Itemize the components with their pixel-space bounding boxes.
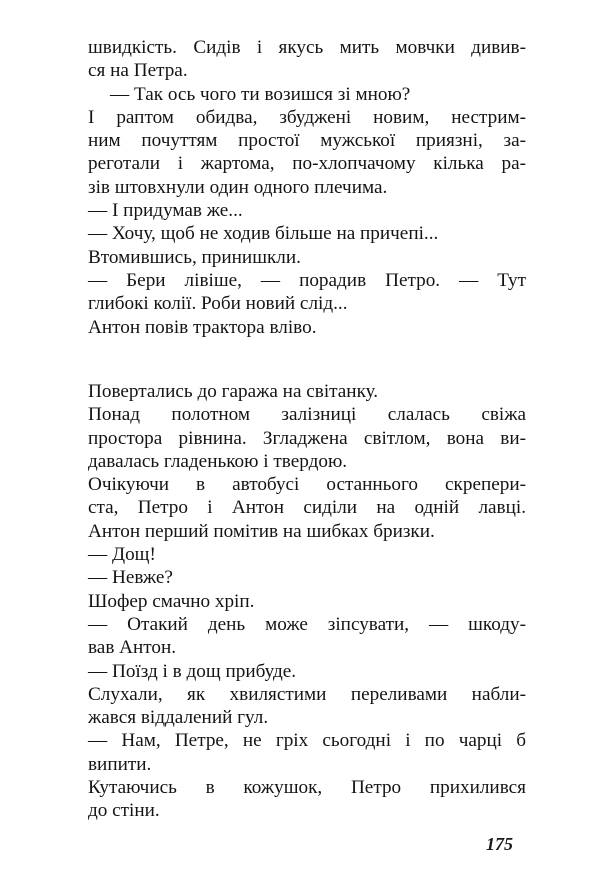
text-line: Втомившись, принишкли. (88, 246, 301, 268)
paragraph (88, 269, 526, 316)
text-line: до стіни. (88, 800, 160, 822)
paragraph (88, 473, 526, 543)
paragraph (88, 590, 526, 613)
text-line: швидкість. Сидів і якусь мить мовчки дивив- (88, 37, 526, 58)
paragraph (88, 403, 526, 473)
paragraph (88, 660, 526, 683)
paragraph (88, 106, 526, 199)
text-line: Понад полотном залізниці слалась свіжа (88, 404, 526, 426)
text-line: — Дощ! (88, 544, 156, 566)
paragraph (88, 729, 526, 776)
text-line: І раптом обидва, збуджені новим, нестрим- (88, 106, 526, 128)
paragraph (88, 613, 526, 660)
text-line: Кутаючись в кожушок, Петро прихилився (88, 777, 526, 799)
text-section-2 (88, 380, 526, 823)
text-line: — Невже? (88, 567, 173, 589)
text-line: Шофер смачно хріп. (88, 590, 255, 612)
text-line: — Нам, Петре, не гріх сьогодні і по чарці б (88, 730, 526, 752)
page-number: 175 (486, 834, 513, 854)
text-line: Антон повів трактора вліво. (88, 316, 317, 338)
text-line: — Отакий день може зіпсувати, — шкоду- (88, 613, 526, 635)
paragraph (88, 683, 526, 730)
text-line: ним почуттям простої мужської приязні, за- (88, 130, 526, 152)
paragraph (88, 566, 526, 589)
text-line: випити. (88, 753, 152, 775)
text-line: Повертались до гаража на світанку. (88, 381, 379, 402)
text-line: ста, Петро і Антон сиділи на одній лавці. (88, 497, 526, 519)
text-line: — Бери лівіше, — порадив Петро. — Тут (88, 269, 526, 291)
text-line: — Хочу, щоб не ходив більше на причепі... (88, 223, 439, 245)
text-line: Очікуючи в автобусі останнього скрепери- (88, 474, 526, 496)
text-line: — Поїзд і в дощ прибуде. (88, 660, 297, 682)
text-line: глибокі колії. Роби новий слід... (88, 293, 348, 315)
text-line: вав Антон. (88, 637, 177, 659)
text-line: — І придумав же... (88, 200, 243, 222)
paragraph (88, 380, 526, 403)
text-line: зів штовхнули один одного плечима. (88, 176, 388, 198)
text-line: Антон перший помітив на шибках бризки. (88, 520, 435, 542)
text-section-1 (88, 36, 526, 339)
paragraph (88, 543, 526, 566)
text-line: жався віддалений гул. (88, 707, 269, 729)
paragraph (88, 316, 526, 339)
text-line: реготали і жартома, по-хлопчачому кілька ра- (88, 153, 526, 175)
paragraph (88, 222, 526, 245)
paragraph (88, 776, 526, 823)
paragraph (88, 36, 526, 83)
text-line: — Так ось чого ти возишся зі мною? (110, 83, 411, 105)
text-line: давалась гладенькою і твердою. (88, 450, 348, 472)
paragraph (88, 246, 526, 269)
text-line: простора рівнина. Згладжена світлом, вона ви- (88, 427, 526, 449)
text-line: Слухали, як хвилястими переливами набли- (88, 683, 526, 705)
paragraph (88, 83, 526, 106)
text-line: ся на Петра. (88, 60, 188, 82)
paragraph (88, 199, 526, 222)
